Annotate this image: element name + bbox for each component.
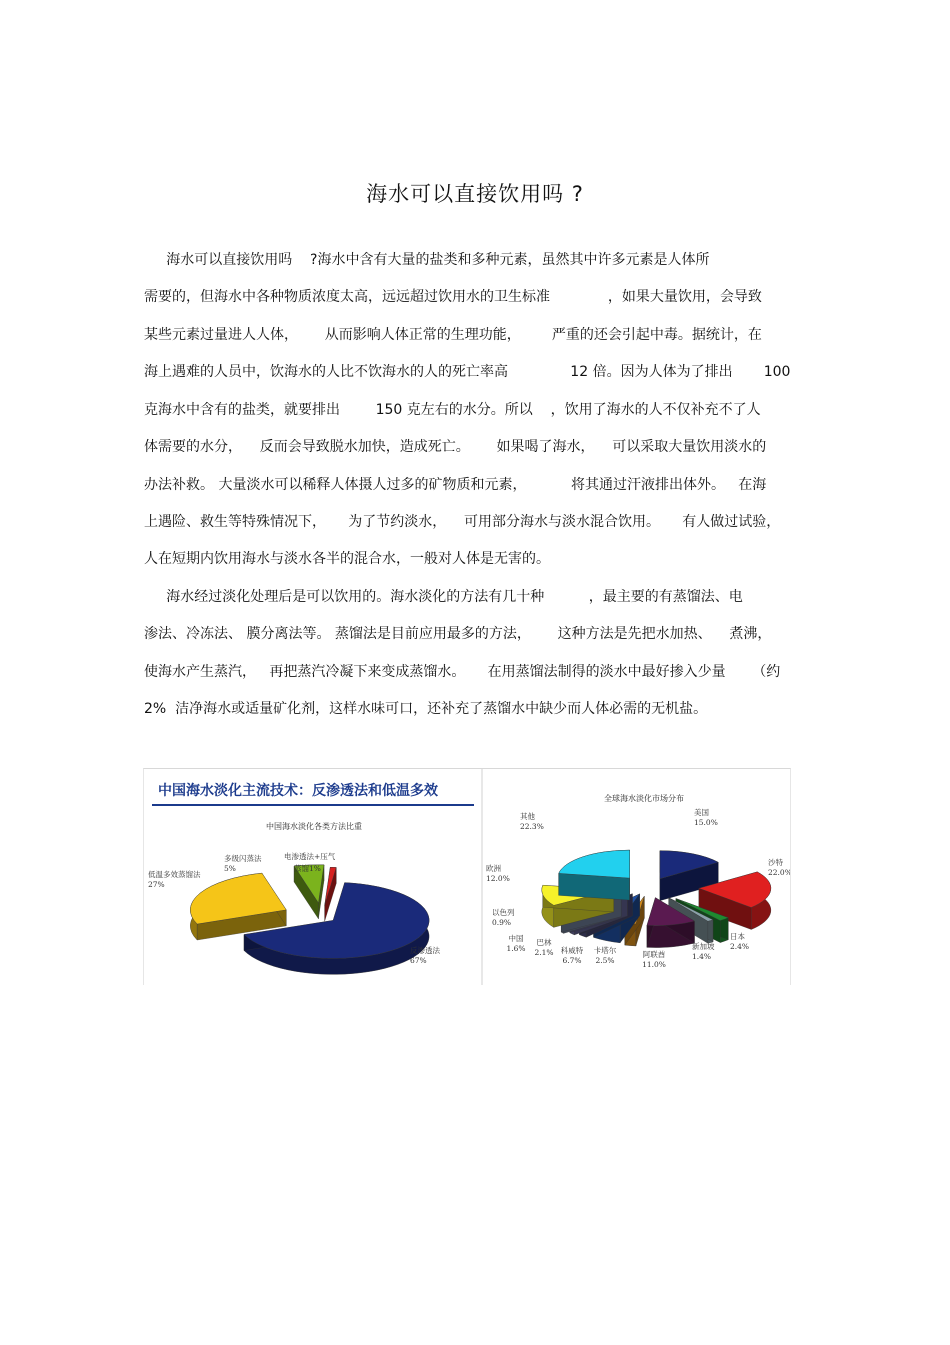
body-line: 使海水产生蒸汽， 再把蒸汽冷凝下来变成蒸馏水。 在用蒸馏法制得的淡水中最好掺入少量 （约 (144, 664, 781, 680)
label-中国-name: 中国 (508, 934, 524, 943)
label-新加坡-name: 新加坡 (692, 942, 715, 951)
label-沙特-name: 沙特 (768, 858, 783, 867)
label-ro-value: 67% (410, 956, 427, 965)
label-沙特-value: 22.0% (768, 868, 790, 877)
label-阿联酋-name: 阿联酋 (642, 950, 666, 959)
label-日本-value: 2.4% (730, 942, 750, 951)
label-ed-value: 蒸馏1% (294, 864, 321, 873)
label-欧洲-value: 12.0% (486, 874, 510, 883)
label-med-name: 低温多效蒸馏法 (148, 870, 201, 879)
label-以色列-name: 以色列 (492, 908, 515, 917)
label-以色列-value: 0.9% (492, 918, 512, 927)
body-line: 海上遇难的人员中，饮海水的人比不饮海水的人的死亡率高 12 倍。因为人体为了排出 100 (144, 364, 791, 380)
label-美国-name: 美国 (694, 808, 709, 817)
body-line: 体需要的水分， 反而会导致脱水加快，造成死亡。 如果喝了海水， 可以采取大量饮用淡水的 (144, 439, 767, 455)
china-chart-banner: 中国海水淡化主流技术：反渗透法和低温多效 (158, 783, 438, 799)
body-line: 克海水中含有的盐类，就要排出 150 克左右的水分。所以 ，饮用了海水的人不仅补充不了人 (144, 402, 761, 418)
label-ed-name: 电渗透法+压气 (284, 852, 336, 861)
label-欧洲-name: 欧洲 (486, 864, 501, 873)
label-卡塔尔-name: 卡塔尔 (593, 946, 617, 955)
chart-figure (143, 768, 791, 985)
label-ro-name: 反渗透法 (410, 946, 440, 955)
label-msf-value: 5% (224, 864, 236, 873)
label-科威特-name: 科威特 (560, 946, 584, 955)
body-line: 渗法、冷冻法、 膜分离法等。 蒸馏法是目前应用最多的方法， 这种方法是先把水加热、 煮沸， (144, 626, 772, 642)
body-line: 某些元素过量进人人体， 从而影响人体正常的生理功能， 严重的还会引起中毒。据统计，在 (144, 327, 762, 343)
body-line: 人在短期内饮用海水与淡水各半的混合水，一般对人体是无害的。 (144, 551, 550, 567)
page-title: 海水可以直接饮用吗 ? (366, 182, 584, 206)
china-chart-title: 中国海水淡化各类方法比重 (266, 822, 362, 831)
slice-ed (325, 867, 337, 921)
body-line: 海水经过淡化处理后是可以饮用的。海水淡化的方法有几十种 ，最主要的有蒸馏法、电 (144, 589, 743, 605)
label-med-value: 27% (148, 880, 165, 889)
slice-11 (559, 850, 630, 900)
label-科威特-value: 6.7% (562, 956, 582, 965)
label-巴林-value: 2.1% (534, 948, 554, 957)
label-其他-value: 22.3% (520, 822, 544, 831)
body-line: 2% 洁净海水或适量矿化剂，这样水味可口，还补充了蒸馏水中缺少而人体必需的无机盐。 (144, 701, 708, 717)
label-卡塔尔-value: 2.5% (595, 956, 615, 965)
label-新加坡-value: 1.4% (692, 952, 712, 961)
pie-charts (144, 769, 790, 985)
global-chart-title: 全球海水淡化市场分布 (604, 794, 684, 803)
body-line: 需要的，但海水中各种物质浓度太高，远远超过饮用水的卫生标准 ，如果大量饮用，会导致 (144, 289, 762, 305)
body-line: 上遇险、救生等特殊情况下， 为了节约淡水， 可用部分海水与淡水混合饮用。 有人做过试验， (144, 514, 781, 530)
label-阿联酋-value: 11.0% (642, 960, 666, 969)
body-line: 海水可以直接饮用吗 ?海水中含有大量的盐类和多种元素，虽然其中许多元素是人体所 (144, 252, 710, 268)
body-line: 办法补救。 大量淡水可以稀释人体摄人过多的矿物质和元素， 将其通过汗液排出体外。 在海 (144, 477, 767, 493)
label-其他-name: 其他 (520, 812, 535, 821)
label-msf-name: 多级闪蒸法 (224, 854, 262, 863)
label-美国-value: 15.0% (694, 818, 718, 827)
label-中国-value: 1.6% (506, 944, 526, 953)
label-巴林-name: 巴林 (536, 938, 552, 947)
label-日本-name: 日本 (730, 932, 745, 941)
